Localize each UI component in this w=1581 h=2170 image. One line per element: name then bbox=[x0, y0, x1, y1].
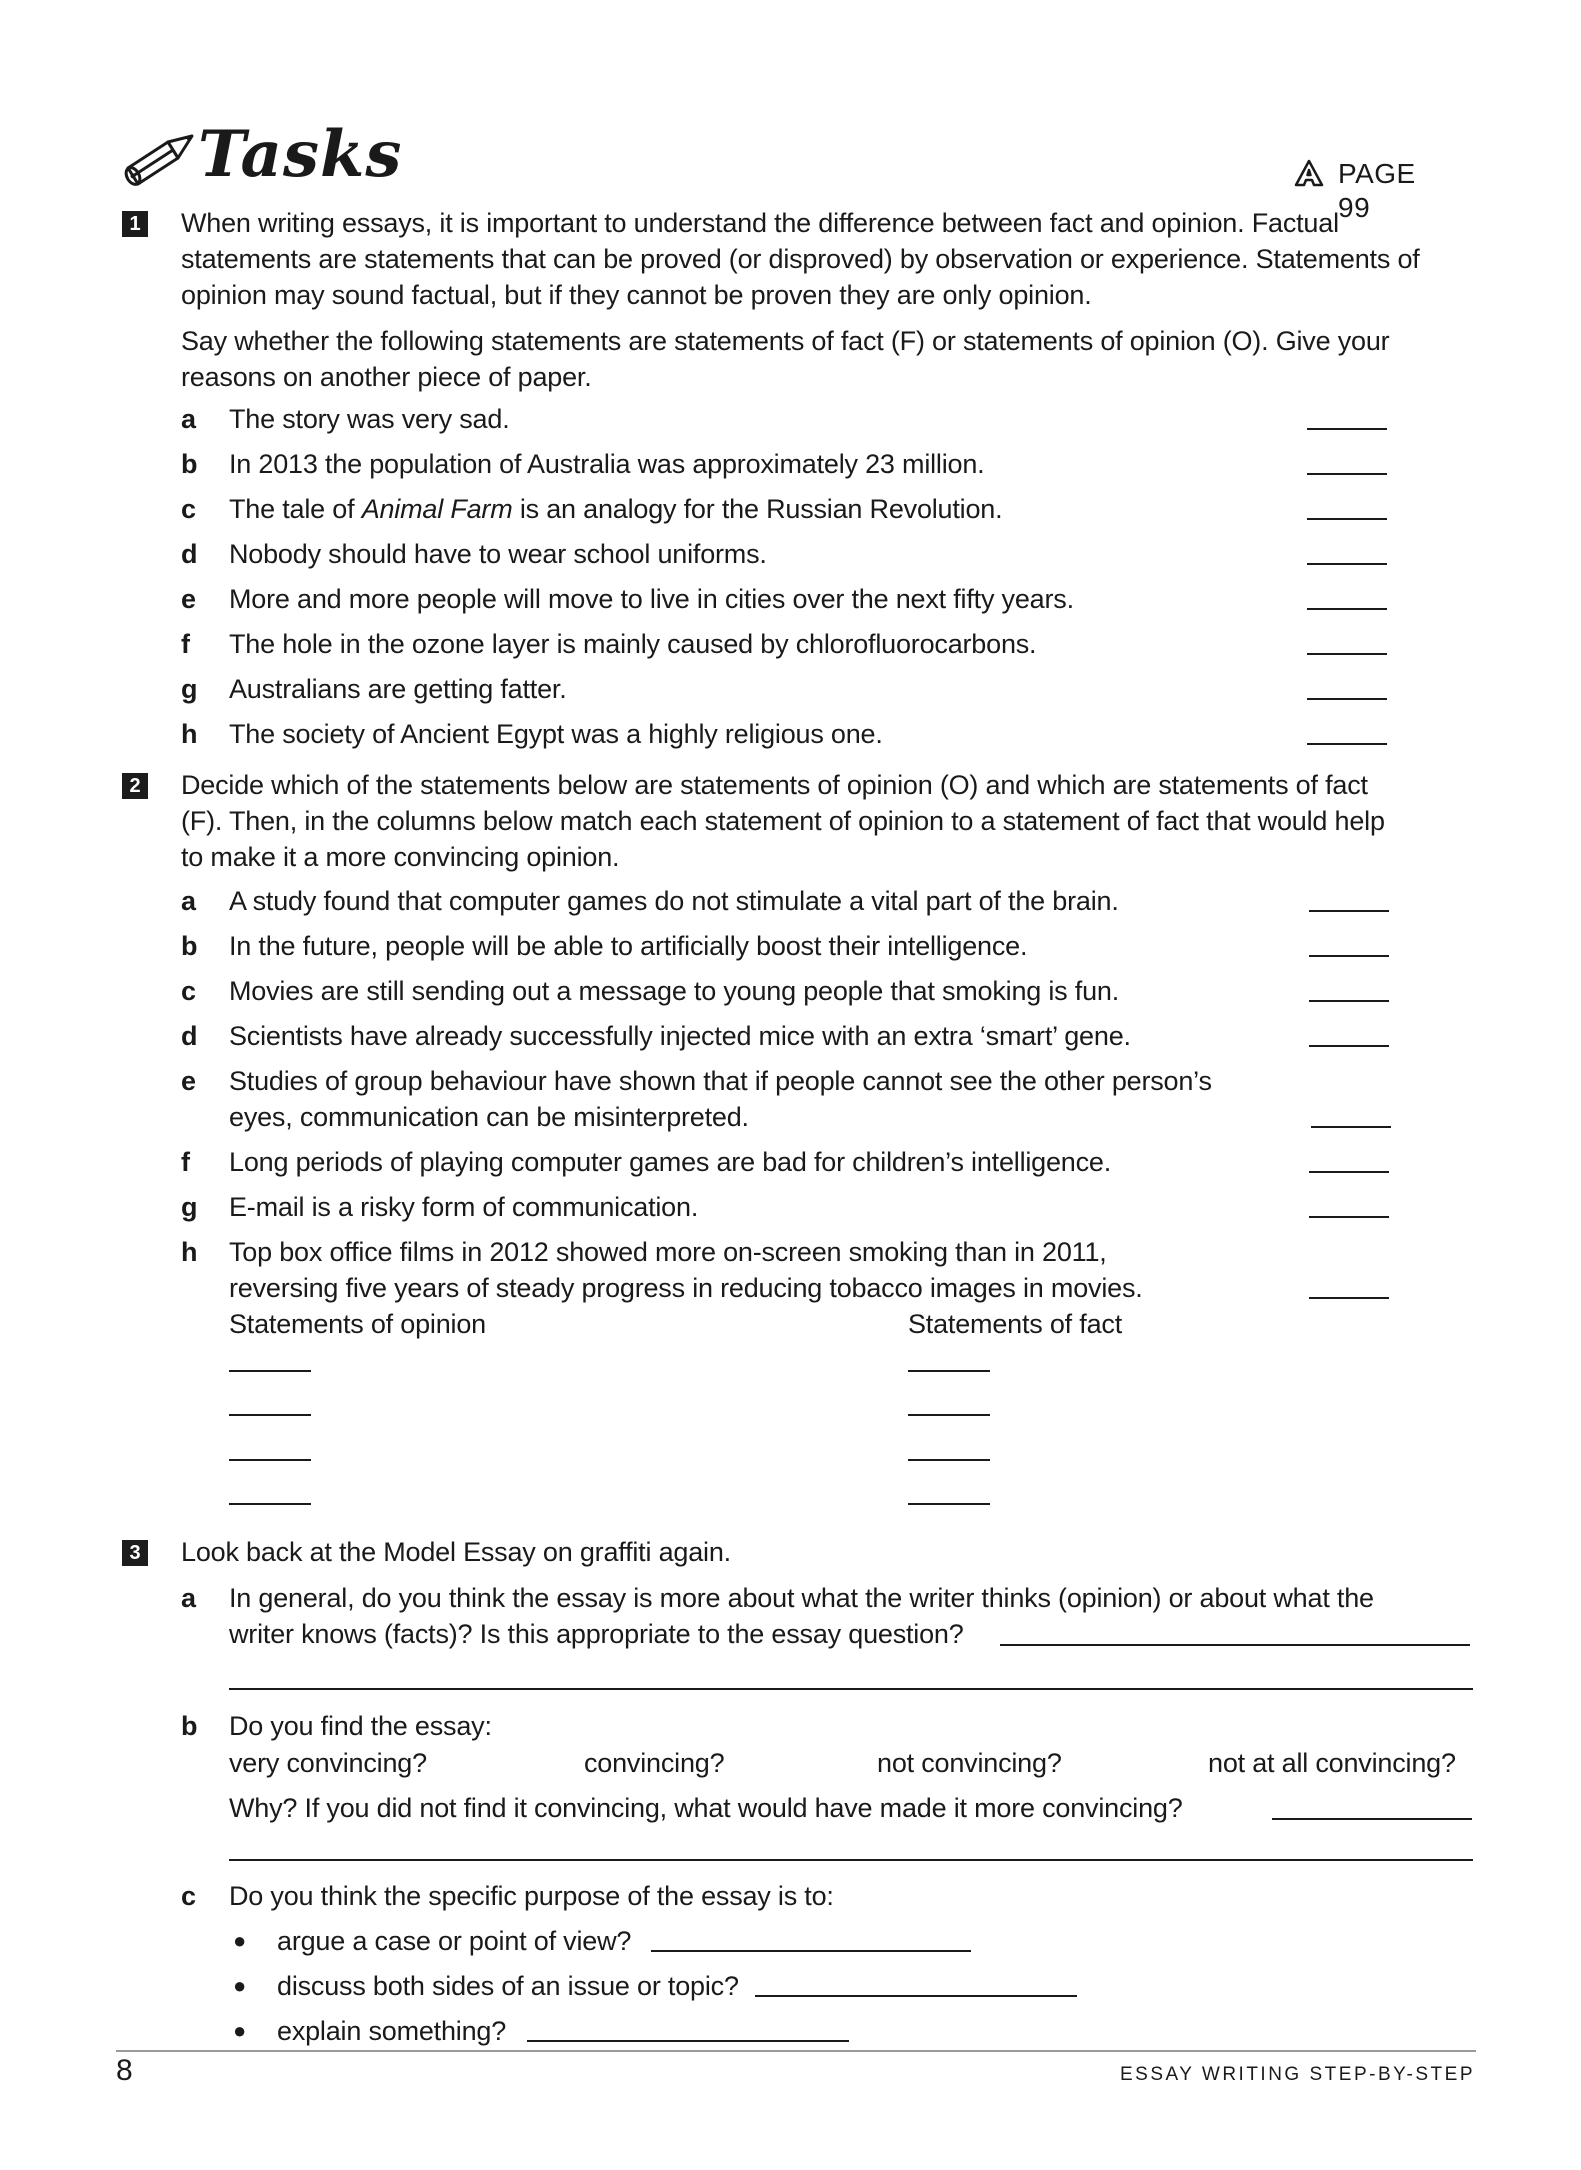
fact-blank[interactable] bbox=[908, 1370, 990, 1372]
item-text: Studies of group behaviour have shown that if people cannot see the other person’s bbox=[229, 1066, 1212, 1096]
bullet-text: explain something? bbox=[277, 2016, 507, 2046]
pencil-icon bbox=[122, 128, 196, 197]
item-letter: c bbox=[181, 1881, 197, 1911]
task1-intro-line: opinion may sound factual, but if they cannot be proven they are only opinion. bbox=[181, 280, 1092, 310]
item-letter: c bbox=[181, 976, 197, 1006]
bullet-answer-line[interactable] bbox=[651, 1950, 971, 1952]
answer-blank[interactable] bbox=[1307, 518, 1387, 520]
opinion-column-blanks bbox=[229, 1360, 313, 1520]
opinion-blank[interactable] bbox=[229, 1503, 311, 1505]
item-text: reversing five years of steady progress in reducing tobacco images in movies. bbox=[229, 1273, 1143, 1303]
opinion-blank[interactable] bbox=[229, 1414, 311, 1416]
item-text: In the future, people will be able to artificially boost their intelligence. bbox=[229, 931, 1028, 961]
bullet-icon: ● bbox=[233, 2018, 247, 2043]
answer-blank[interactable] bbox=[1311, 1126, 1391, 1128]
task1-instruction-line: Say whether the following statements are statements of fact (F) or statements of opinion (O). Give your bbox=[181, 326, 1390, 356]
opinion-blank[interactable] bbox=[229, 1370, 311, 1372]
task2-item bbox=[181, 1018, 1401, 1054]
task-number-badge: 1 bbox=[122, 211, 148, 237]
task2-intro-line: Decide which of the statements below are statements of opinion (O) and which are statements of fact bbox=[181, 770, 1368, 800]
item-letter: e bbox=[181, 1066, 197, 1096]
task3a-question-line: In general, do you think the essay is more about what the writer thinks (opinion) or about what the bbox=[229, 1583, 1374, 1613]
item-letter: h bbox=[181, 1237, 198, 1267]
task3b-why: Why? If you did not find it convincing, what would have made it more convincing? bbox=[229, 1793, 1183, 1823]
task1-item bbox=[181, 401, 1401, 437]
task3b-question: Do you find the essay: bbox=[229, 1711, 492, 1741]
book-title: ESSAY WRITING STEP-BY-STEP bbox=[1120, 2064, 1475, 2085]
item-text: Australians are getting fatter. bbox=[229, 674, 567, 704]
option-convincing[interactable]: convincing? bbox=[584, 1748, 725, 1778]
column-heading-opinion: Statements of opinion bbox=[229, 1309, 486, 1339]
bullet-text: argue a case or point of view? bbox=[277, 1926, 632, 1956]
task1-instruction-line: reasons on another piece of paper. bbox=[181, 362, 592, 392]
task2-item bbox=[181, 928, 1401, 964]
task1-item bbox=[181, 716, 1401, 752]
bullet-item bbox=[229, 1968, 1129, 2004]
fact-blank[interactable] bbox=[908, 1459, 990, 1461]
item-text: Scientists have already successfully injected mice with an extra ‘smart’ gene. bbox=[229, 1021, 1131, 1051]
footer-divider bbox=[116, 2050, 1476, 2052]
task2-item bbox=[181, 1189, 1401, 1225]
answer-blank[interactable] bbox=[1309, 1000, 1389, 1002]
task2-item bbox=[181, 1144, 1401, 1180]
item-letter: b bbox=[181, 1711, 198, 1741]
bullet-icon: ● bbox=[233, 1973, 247, 1998]
answer-blank[interactable] bbox=[1307, 653, 1387, 655]
task1-intro-line: When writing essays, it is important to understand the difference between fact and opinion. Factual bbox=[181, 208, 1339, 238]
item-text: In 2013 the population of Australia was approximately 23 million. bbox=[229, 449, 985, 479]
item-letter: b bbox=[181, 449, 198, 479]
task-number-badge: 2 bbox=[122, 773, 148, 799]
answer-blank[interactable] bbox=[1307, 608, 1387, 610]
fact-blank[interactable] bbox=[908, 1503, 990, 1505]
item-letter: b bbox=[181, 931, 198, 961]
a-logo-icon bbox=[1294, 159, 1324, 192]
bullet-answer-line[interactable] bbox=[527, 2040, 849, 2042]
answer-blank[interactable] bbox=[1307, 743, 1387, 745]
item-letter: e bbox=[181, 584, 197, 614]
opinion-blank[interactable] bbox=[229, 1459, 311, 1461]
item-text bbox=[229, 491, 1002, 527]
item-text: The story was very sad. bbox=[229, 404, 510, 434]
item-letter: a bbox=[181, 404, 197, 434]
item-letter: h bbox=[181, 719, 198, 749]
task3b-answer-line[interactable] bbox=[1272, 1818, 1472, 1820]
option-not-convincing[interactable]: not convincing? bbox=[877, 1748, 1062, 1778]
page-reference-label: PAGE 99 bbox=[1338, 158, 1416, 223]
task2-intro-line: to make it a more convincing opinion. bbox=[181, 842, 620, 872]
answer-blank[interactable] bbox=[1307, 473, 1387, 475]
answer-blank[interactable] bbox=[1309, 955, 1389, 957]
item-letter: a bbox=[181, 886, 197, 916]
bullet-item bbox=[229, 1923, 1029, 1959]
item-letter: d bbox=[181, 539, 198, 569]
item-text: The society of Ancient Egypt was a highly religious one. bbox=[229, 719, 883, 749]
item-letter: c bbox=[181, 494, 197, 524]
answer-blank[interactable] bbox=[1309, 1216, 1389, 1218]
item-text: eyes, communication can be misinterpreted. bbox=[229, 1102, 749, 1132]
task3a-question-line: writer knows (facts)? Is this appropriate to the essay question? bbox=[229, 1619, 964, 1649]
item-text: Movies are still sending out a message to young people that smoking is fun. bbox=[229, 976, 1120, 1006]
task3a-answer-line[interactable] bbox=[1000, 1644, 1470, 1646]
item-text-after: is an analogy for the Russian Revolution. bbox=[512, 494, 1003, 524]
bullet-item bbox=[229, 2013, 1029, 2049]
column-heading-fact: Statements of fact bbox=[908, 1309, 1123, 1339]
fact-column-blanks bbox=[908, 1360, 992, 1520]
item-letter: d bbox=[181, 1021, 198, 1051]
task-number-badge: 3 bbox=[122, 1540, 148, 1566]
item-text: More and more people will move to live in cities over the next fifty years. bbox=[229, 584, 1074, 614]
answer-blank[interactable] bbox=[1309, 1045, 1389, 1047]
answer-blank[interactable] bbox=[1309, 910, 1389, 912]
page-number: 8 bbox=[116, 2054, 133, 2087]
bullet-answer-line[interactable] bbox=[755, 1995, 1077, 1997]
item-text: Nobody should have to wear school uniforms. bbox=[229, 539, 767, 569]
answer-blank[interactable] bbox=[1309, 1171, 1389, 1173]
item-text: Long periods of playing computer games are bad for children’s intelligence. bbox=[229, 1147, 1112, 1177]
task1-intro-line: statements are statements that can be proved (or disproved) by observation or experience. Statements of bbox=[181, 244, 1420, 274]
task2-item bbox=[181, 1234, 1401, 1306]
task1-item bbox=[181, 536, 1401, 572]
answer-blank[interactable] bbox=[1307, 563, 1387, 565]
item-letter: g bbox=[181, 1192, 198, 1222]
answer-blank[interactable] bbox=[1307, 428, 1387, 430]
task1-item bbox=[181, 671, 1401, 707]
task3a-answer-line[interactable] bbox=[229, 1688, 1473, 1690]
option-not-at-all-convincing[interactable]: not at all convincing? bbox=[1208, 1748, 1456, 1778]
item-text: Top box office films in 2012 showed more on-screen smoking than in 2011, bbox=[229, 1237, 1107, 1267]
fact-blank[interactable] bbox=[908, 1414, 990, 1416]
task1-item bbox=[181, 446, 1401, 482]
task3b-answer-line[interactable] bbox=[229, 1859, 1473, 1861]
item-text-before: The tale of bbox=[229, 494, 362, 524]
item-text: E-mail is a risky form of communication. bbox=[229, 1192, 699, 1222]
task2-intro-line: (F). Then, in the columns below match each statement of opinion to a statement of fact that would help bbox=[181, 806, 1385, 836]
page-title: Tasks bbox=[198, 117, 403, 192]
item-letter: g bbox=[181, 674, 198, 704]
option-very-convincing[interactable]: very convincing? bbox=[229, 1748, 427, 1778]
item-letter: a bbox=[181, 1583, 197, 1613]
task1-item bbox=[181, 581, 1401, 617]
item-letter: f bbox=[181, 1147, 190, 1177]
task2-item bbox=[181, 1063, 1401, 1135]
book-title-italic: Animal Farm bbox=[361, 494, 513, 524]
bullet-icon: ● bbox=[233, 1928, 247, 1953]
answer-blank[interactable] bbox=[1309, 1297, 1389, 1299]
item-text: The hole in the ozone layer is mainly caused by chlorofluorocarbons. bbox=[229, 629, 1037, 659]
bullet-text: discuss both sides of an issue or topic? bbox=[277, 1971, 739, 2001]
task1-item bbox=[181, 626, 1401, 662]
answer-blank[interactable] bbox=[1307, 698, 1387, 700]
task3c-question: Do you think the specific purpose of the essay is to: bbox=[229, 1881, 834, 1911]
task1-item bbox=[181, 491, 1401, 527]
item-letter: f bbox=[181, 629, 190, 659]
task3-intro: Look back at the Model Essay on graffiti again. bbox=[181, 1537, 731, 1567]
task2-item bbox=[181, 973, 1401, 1009]
item-text: A study found that computer games do not stimulate a vital part of the brain. bbox=[229, 886, 1119, 916]
task2-item bbox=[181, 883, 1401, 919]
header bbox=[118, 118, 1478, 198]
